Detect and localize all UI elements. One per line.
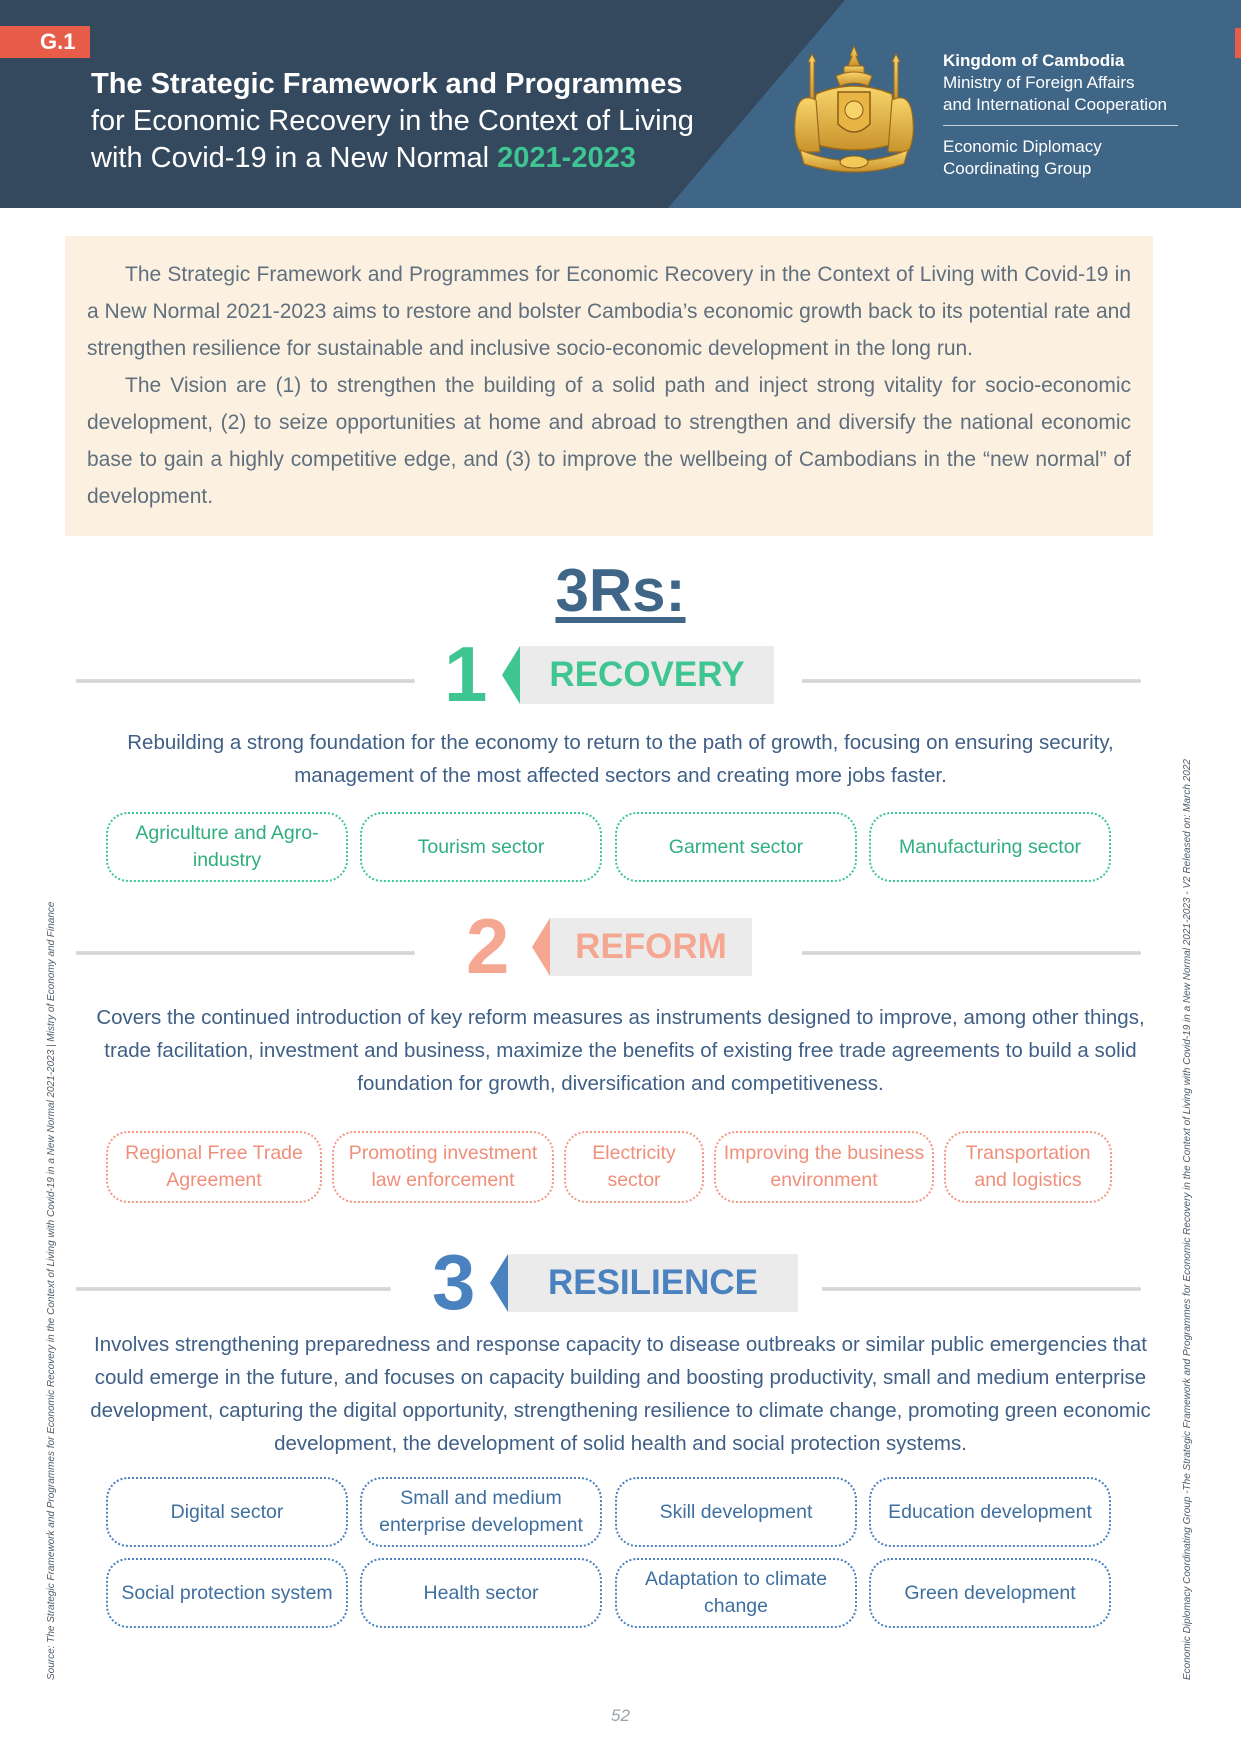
intro-box [65, 236, 1153, 536]
page-title [91, 66, 731, 177]
section-number: 1 [444, 630, 488, 718]
section-reform-description: Covers the continued introduction of key reform measures as instruments designed to improve, among other things, trade facilitation, investment and business, maximize the benefits of existing free trade agreements to build a solid foundation for growth, diversification and competitiveness. [96, 1006, 1145, 1095]
sector-pill: Transportation and logistics [944, 1131, 1112, 1203]
sector-pill: Social protection system [106, 1558, 348, 1628]
section-label: RESILIENCE [508, 1254, 798, 1312]
sector-pill: Electricity sector [564, 1131, 704, 1203]
sector-pill: Manufacturing sector [869, 812, 1111, 882]
section-recovery-description: Rebuilding a strong foundation for the economy to return to the path of growth, focusing on ensuring security, management of the most affected sectors and creating more jobs faster. [127, 731, 1114, 787]
decorative-line-left [76, 678, 416, 684]
title-line-3: with Covid-19 in a New Normal [91, 142, 490, 174]
org-name: Kingdom of Cambodia [943, 51, 1125, 70]
sector-pill: Skill development [615, 1477, 857, 1547]
organization-block [943, 50, 1183, 180]
section-reform-header [0, 902, 1241, 990]
group-line-2: Coordinating Group [943, 159, 1092, 178]
header-accent-mark [1235, 28, 1241, 58]
section-arrow-icon [532, 918, 550, 976]
org-divider [943, 125, 1178, 126]
title-line-2: for Economic Recovery in the Context of Living [91, 105, 694, 137]
sector-pill: Small and medium enterprise development [360, 1477, 602, 1547]
page-number: 52 [611, 1706, 630, 1725]
sector-pill: Promoting investment law enforcement [332, 1131, 554, 1203]
section-number: 2 [466, 902, 510, 990]
decorative-line-right [822, 1286, 1142, 1292]
title-line-1: The Strategic Framework and Programmes [91, 68, 683, 100]
decorative-line-left [76, 1286, 392, 1292]
section-label: REFORM [550, 918, 752, 976]
sector-pill: Regional Free Trade Agreement [106, 1131, 322, 1203]
group-line-1: Economic Diplomacy [943, 137, 1102, 156]
section-label: RECOVERY [520, 646, 774, 704]
decorative-line-right [802, 678, 1142, 684]
intro-paragraph-1: The Strategic Framework and Programmes for Economic Recovery in the Context of Living with Covid-19 in a New Normal 2021-2023 aims to restore and bolster Cambodia’s economic growth back to its potential rate and strengthen resilience for sustainable and inclusive socio-economic development in the long run. [87, 263, 1131, 360]
sector-pill: Garment sector [615, 812, 857, 882]
sector-pill: Improving the business environment [714, 1131, 934, 1203]
sector-pill: Adaptation to climate change [615, 1558, 857, 1628]
source-caption: Source: The Strategic Framework and Programmes for Economic Recovery in the Context of Living with Covid-19 in a New Normal 2021-2023 | Mistry of Economy and Finance [46, 901, 57, 1680]
section-tag: G.1 [0, 26, 90, 58]
sector-pill: Health sector [360, 1558, 602, 1628]
section-recovery-header [0, 630, 1241, 718]
section-number: 3 [432, 1238, 476, 1326]
royal-coat-of-arms-icon [786, 42, 922, 178]
title-years: 2021-2023 [497, 142, 636, 174]
sector-pill: Tourism sector [360, 812, 602, 882]
org-ministry-line-2: and International Cooperation [943, 95, 1167, 114]
sector-pill: Digital sector [106, 1477, 348, 1547]
release-caption: Economic Diplomacy Coordinating Group -The Strategic Framework and Programmes for Economic Recovery in the Context of Living with Covid-19 in a New Normal 2021-2023 - V2 Released on: March 2022 [1182, 759, 1193, 1680]
decorative-line-left [76, 950, 416, 956]
page-header [0, 0, 1241, 208]
intro-paragraph-2: The Vision are (1) to strengthen the building of a solid path and inject strong vitality for socio-economic development, (2) to seize opportunities at home and abroad to strengthen and diversify the national economic base to gain a highly competitive edge, and (3) to improve the wellbeing of Cambodians in the “new normal” of development. [87, 374, 1131, 508]
sector-pill: Green development [869, 1558, 1111, 1628]
section-resilience-header [0, 1238, 1241, 1326]
decorative-line-right [802, 950, 1142, 956]
sector-pill: Education development [869, 1477, 1111, 1547]
org-ministry-line-1: Ministry of Foreign Affairs [943, 73, 1135, 92]
three-rs-heading: 3Rs: [555, 557, 686, 624]
section-arrow-icon [502, 646, 520, 704]
section-resilience-description: Involves strengthening preparedness and response capacity to disease outbreaks or similar public emergencies that could emerge in the future, and focuses on capacity building and boosting productivity, small and medium enterprise development, capturing the digital opportunity, strengthening resilience to climate change, promoting green economic development, the development of solid health and social protection systems. [90, 1333, 1151, 1455]
section-arrow-icon [490, 1254, 508, 1312]
sector-pill: Agriculture and Agro-industry [106, 812, 348, 882]
